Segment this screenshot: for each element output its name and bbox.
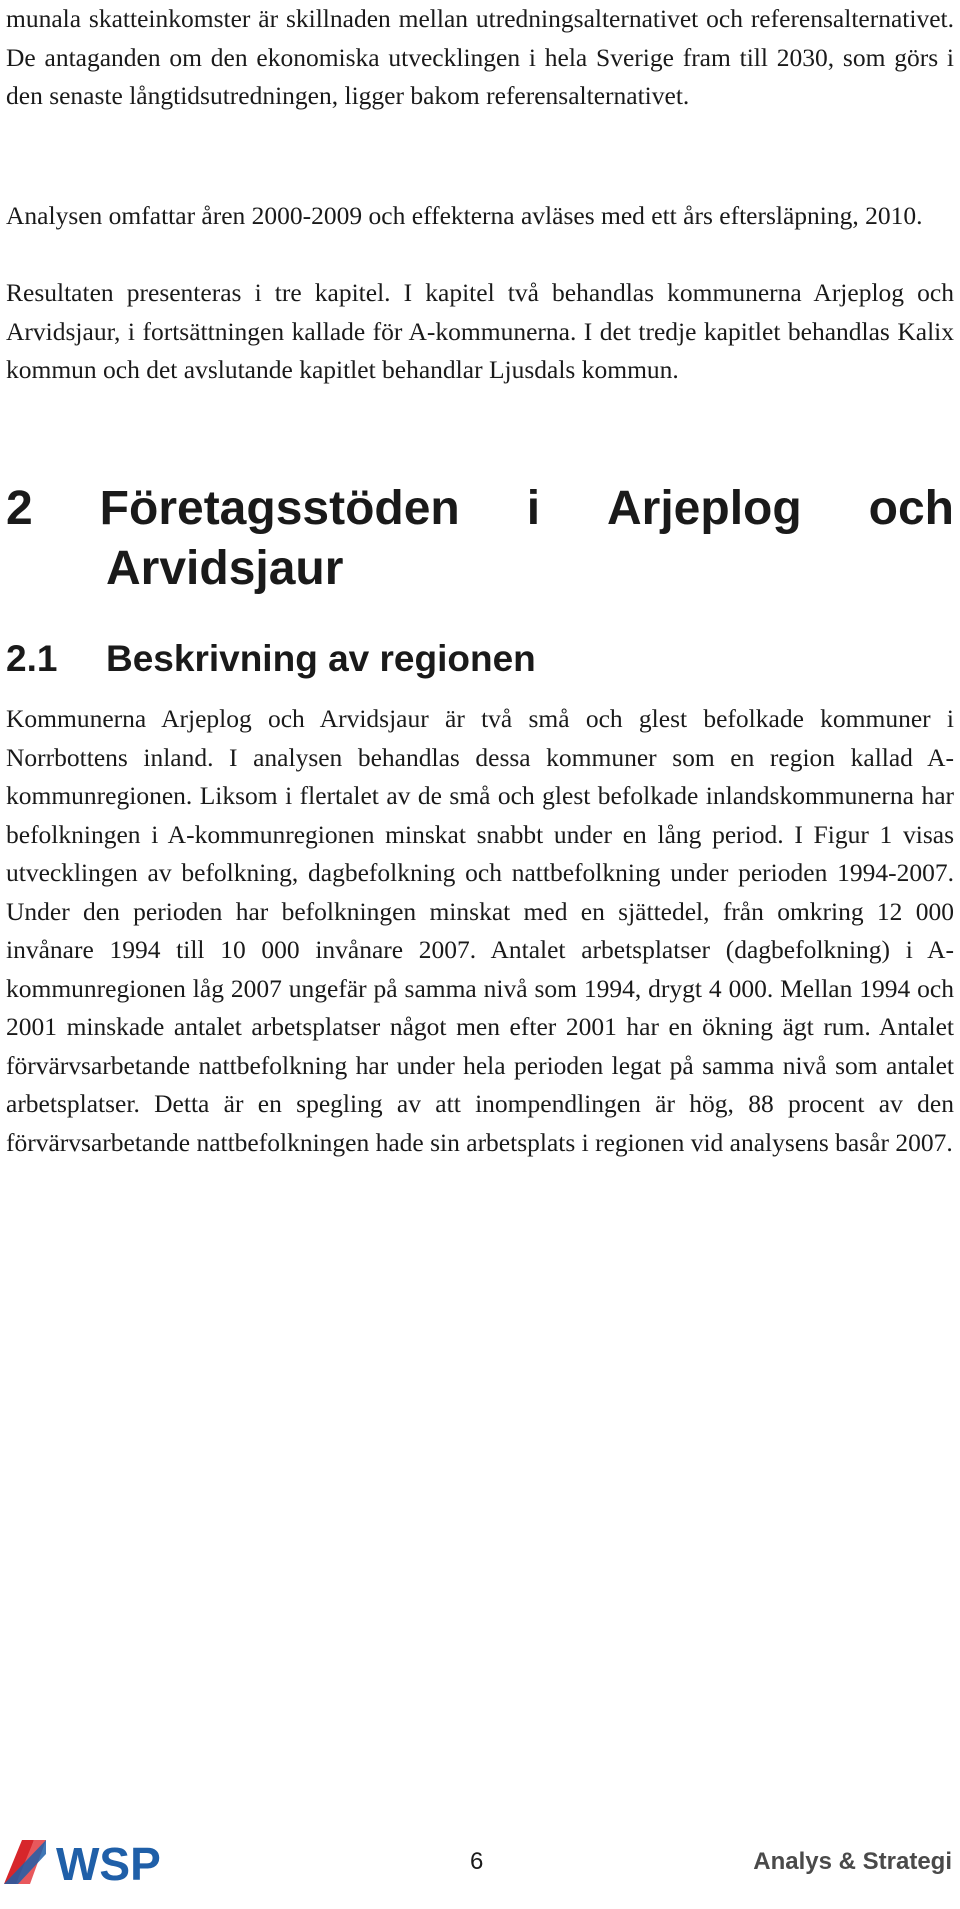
- wsp-logo-icon: [0, 1832, 200, 1892]
- chapter-title-word: och: [868, 482, 954, 535]
- paragraph-intro: munala skatteinkomster är skillnaden mellan utredningsalternativet och referensalternativet. De antaganden om den ekonomiska utvecklingen i hela Sverige fram till 2030, som görs i den senaste långtidsutredningen, ligger bakom referensalternativet.: [6, 4, 954, 110]
- chapter-heading-line2: Arvidsjaur: [106, 542, 344, 595]
- chapter-heading-line1: [6, 479, 954, 539]
- wsp-logo-wordmark: WSP: [56, 1838, 161, 1890]
- chapter-number: 2: [6, 482, 33, 535]
- page-number: 6: [470, 1848, 484, 1875]
- section-number: 2.1: [6, 638, 58, 679]
- chapter-heading: [6, 479, 954, 599]
- chapter-title-word: Företagsstöden: [99, 482, 460, 535]
- wsp-logo: [0, 1832, 200, 1892]
- paragraph-analysis-period: Analysen omfattar åren 2000-2009 och effekterna avläses med ett års eftersläpning, 2010.: [6, 201, 923, 230]
- section-title: Beskrivning av regionen: [106, 638, 536, 679]
- paragraph-region-description: Kommunerna Arjeplog och Arvidsjaur är två små och glest befolkade kommuner i Norrbottens inland. I analysen behandlas dessa kommuner som en region kallad A-kommunregionen. Liksom i flertalet av de små och glest befolkade inlandskommunerna har befolkningen i A-kommunregionen minskat snabbt under en lång period. I Figur 1 visas utvecklingen av befolkning, dagbefolkning och nattbefolkning under perioden 1994-2007. Under den perioden har befolkningen minskat med en sjättedel, från omkring 12 000 invånare 1994 till 10 000 invånare 2007. Antalet arbetsplatser (dagbefolkning) i A-kommunregionen låg 2007 ungefär på samma nivå som 1994, drygt 4 000. Mellan 1994 och 2001 minskade antalet arbetsplatser något men efter 2001 har en ökning ägt rum. Antalet förvärvsarbetande nattbefolkning har under hela perioden legat på samma nivå som antalet arbetsplatser. Detta är en spegling av att inompendlingen är hög, 88 procent av den förvärvsarbetande nattbefolkningen hade sin arbetsplats i regionen vid analysens basår 2007.: [6, 704, 954, 1157]
- chapter-title-word: Arjeplog: [607, 482, 802, 535]
- footer-title: Analys & Strategi: [753, 1848, 952, 1875]
- section-heading: [6, 636, 536, 682]
- chapter-title-word: i: [526, 482, 541, 535]
- page-footer: [0, 1832, 960, 1892]
- paragraph-chapter-overview: Resultaten presenteras i tre kapitel. I kapitel två behandlas kommunerna Arjeplog och Arvidsjaur, i fortsättningen kallade för A-kommunerna. I det tredje kapitlet behandlas Kalix kommun och det avslutande kapitlet behandlar Ljusdals kommun.: [6, 278, 954, 384]
